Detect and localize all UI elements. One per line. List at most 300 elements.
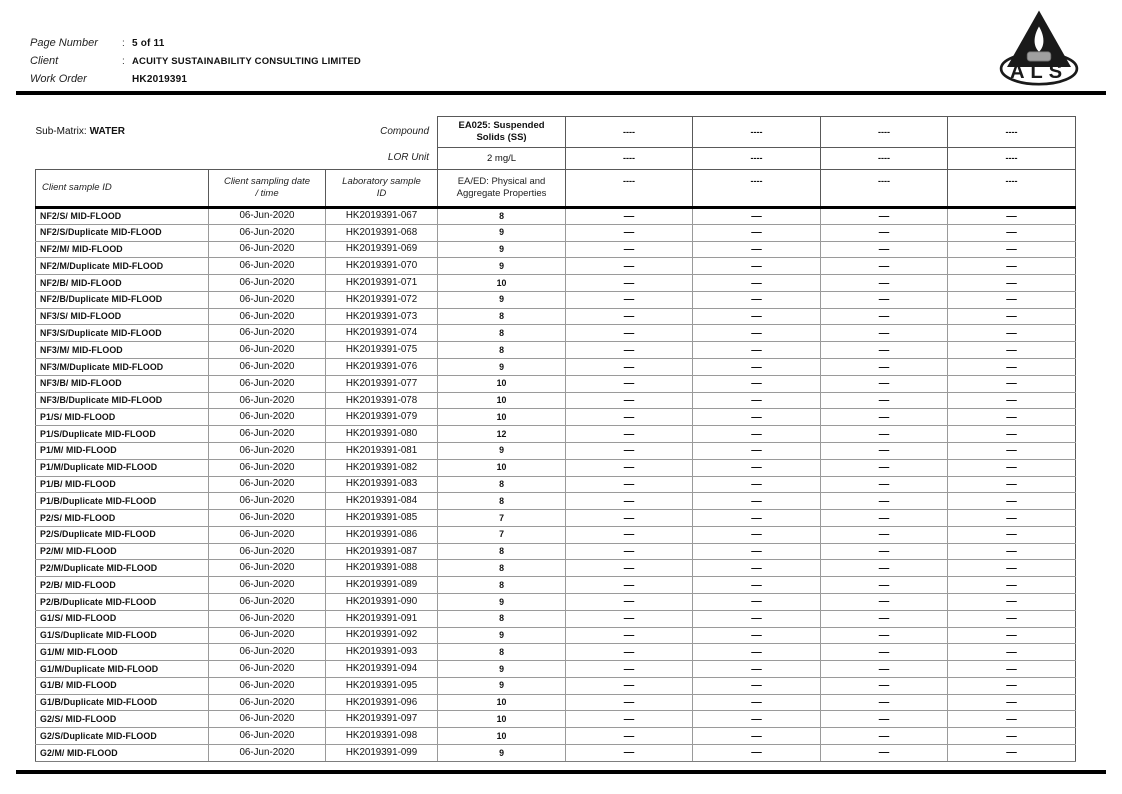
empty-result: — [821, 308, 948, 325]
table-row [36, 426, 1076, 443]
sampling-date: 06-Jun-2020 [209, 560, 326, 577]
empty-result: — [821, 426, 948, 443]
sampling-date: 06-Jun-2020 [209, 409, 326, 426]
table-row [36, 224, 1076, 241]
table-row [36, 526, 1076, 543]
empty-lor-header: ---- [821, 148, 948, 170]
empty-result: — [821, 627, 948, 644]
lab-sample-id: HK2019391-079 [326, 409, 438, 426]
client-sample-id: P2/B/Duplicate MID-FLOOD [36, 593, 209, 610]
empty-result: — [821, 291, 948, 308]
result-value: 8 [438, 560, 566, 577]
sampling-date: 06-Jun-2020 [209, 442, 326, 459]
empty-result: — [566, 677, 693, 694]
page-number-value: 5 of 11 [132, 38, 165, 49]
empty-result: — [566, 493, 693, 510]
empty-result: — [948, 577, 1076, 594]
result-value: 7 [438, 526, 566, 543]
empty-result: — [948, 745, 1076, 762]
empty-result: — [693, 510, 821, 527]
empty-result: — [948, 224, 1076, 241]
client-sample-id: NF2/B/Duplicate MID-FLOOD [36, 291, 209, 308]
lab-sample-id: HK2019391-071 [326, 275, 438, 292]
analyte-name: EA025: Suspended Solids (SS) [438, 117, 566, 148]
empty-result: — [693, 543, 821, 560]
empty-result: — [948, 593, 1076, 610]
empty-result: — [821, 593, 948, 610]
empty-result: — [821, 359, 948, 376]
result-value: 9 [438, 661, 566, 678]
empty-result: — [693, 627, 821, 644]
result-value: 8 [438, 476, 566, 493]
table-row [36, 510, 1076, 527]
sampling-date: 06-Jun-2020 [209, 426, 326, 443]
empty-result: — [693, 745, 821, 762]
sampling-date: 06-Jun-2020 [209, 241, 326, 258]
lab-sample-id: HK2019391-082 [326, 459, 438, 476]
empty-result: — [821, 409, 948, 426]
empty-result: — [566, 510, 693, 527]
lab-sample-id: HK2019391-086 [326, 526, 438, 543]
client-sample-id: P1/M/Duplicate MID-FLOOD [36, 459, 209, 476]
empty-result: — [566, 526, 693, 543]
result-value: 10 [438, 694, 566, 711]
lab-sample-id: HK2019391-068 [326, 224, 438, 241]
sampling-date: 06-Jun-2020 [209, 493, 326, 510]
result-value: 9 [438, 258, 566, 275]
empty-result: — [693, 258, 821, 275]
lab-sample-id: HK2019391-081 [326, 442, 438, 459]
empty-result: — [693, 426, 821, 443]
table-row [36, 627, 1076, 644]
lab-sample-id: HK2019391-092 [326, 627, 438, 644]
empty-result: — [948, 442, 1076, 459]
client-sample-id: P1/B/Duplicate MID-FLOOD [36, 493, 209, 510]
table-row [36, 728, 1076, 745]
table-row [36, 325, 1076, 342]
empty-result: — [693, 275, 821, 292]
analyte-lor-unit: 2 mg/L [438, 148, 566, 170]
empty-result: — [948, 543, 1076, 560]
work-order-value: HK2019391 [132, 74, 188, 85]
client-label: Client [30, 55, 59, 67]
empty-result: — [566, 258, 693, 275]
sampling-date: 06-Jun-2020 [209, 677, 326, 694]
sampling-date: 06-Jun-2020 [209, 510, 326, 527]
lab-sample-id: HK2019391-073 [326, 308, 438, 325]
table-row [36, 711, 1076, 728]
empty-result: — [821, 476, 948, 493]
empty-result: — [821, 241, 948, 258]
empty-result: — [948, 375, 1076, 392]
empty-result: — [566, 325, 693, 342]
table-row [36, 610, 1076, 627]
result-value: 9 [438, 677, 566, 694]
sampling-date: 06-Jun-2020 [209, 392, 326, 409]
empty-result: — [821, 577, 948, 594]
empty-result: — [821, 510, 948, 527]
lab-sample-id: HK2019391-085 [326, 510, 438, 527]
empty-result: — [693, 493, 821, 510]
result-value: 8 [438, 342, 566, 359]
client-sample-id: NF3/B/Duplicate MID-FLOOD [36, 392, 209, 409]
table-row [36, 275, 1076, 292]
empty-result: — [948, 359, 1076, 376]
client-sample-id: NF3/M/Duplicate MID-FLOOD [36, 359, 209, 376]
sampling-date: 06-Jun-2020 [209, 526, 326, 543]
result-value: 8 [438, 208, 566, 225]
empty-method-header: ---- [693, 170, 821, 208]
result-value: 8 [438, 610, 566, 627]
empty-result: — [566, 291, 693, 308]
empty-result: — [566, 375, 693, 392]
result-value: 8 [438, 493, 566, 510]
lab-sample-id: HK2019391-078 [326, 392, 438, 409]
client-sample-id: P2/B/ MID-FLOOD [36, 577, 209, 594]
results-table [35, 116, 1076, 762]
empty-result: — [693, 476, 821, 493]
lab-sample-id: HK2019391-072 [326, 291, 438, 308]
table-row [36, 677, 1076, 694]
empty-result: — [566, 241, 693, 258]
empty-result: — [821, 711, 948, 728]
result-value: 9 [438, 745, 566, 762]
empty-result: — [948, 677, 1076, 694]
empty-result: — [566, 577, 693, 594]
empty-result: — [948, 241, 1076, 258]
col-client-sample-id: Client sample ID [36, 170, 209, 208]
col-lab-sample-id: Laboratory sample ID [326, 170, 438, 208]
empty-result: — [566, 745, 693, 762]
client-sample-id: G2/S/Duplicate MID-FLOOD [36, 728, 209, 745]
empty-result: — [693, 728, 821, 745]
table-row [36, 392, 1076, 409]
table-row [36, 459, 1076, 476]
sampling-date: 06-Jun-2020 [209, 543, 326, 560]
result-value: 9 [438, 593, 566, 610]
lab-sample-id: HK2019391-090 [326, 593, 438, 610]
empty-result: — [566, 442, 693, 459]
result-value: 9 [438, 224, 566, 241]
sampling-date: 06-Jun-2020 [209, 661, 326, 678]
client-sample-id: NF2/M/Duplicate MID-FLOOD [36, 258, 209, 275]
empty-analyte-header: ---- [693, 117, 821, 148]
empty-result: — [821, 644, 948, 661]
client-sample-id: G1/S/ MID-FLOOD [36, 610, 209, 627]
empty-result: — [566, 359, 693, 376]
empty-result: — [693, 593, 821, 610]
compound-header-row [36, 117, 1076, 148]
empty-result: — [693, 392, 821, 409]
table-row [36, 359, 1076, 376]
empty-method-header: ---- [566, 170, 693, 208]
compound-row-label: Compound [380, 125, 430, 137]
sub-matrix-label: Sub-Matrix: [35, 125, 87, 137]
empty-result: — [693, 560, 821, 577]
work-order-row [30, 73, 361, 91]
lab-sample-id: HK2019391-096 [326, 694, 438, 711]
empty-result: — [566, 224, 693, 241]
lab-sample-id: HK2019391-095 [326, 677, 438, 694]
client-sample-id: G1/B/Duplicate MID-FLOOD [36, 694, 209, 711]
lab-sample-id: HK2019391-083 [326, 476, 438, 493]
empty-result: — [948, 325, 1076, 342]
table-row [36, 308, 1076, 325]
lab-sample-id: HK2019391-088 [326, 560, 438, 577]
empty-result: — [693, 694, 821, 711]
empty-result: — [693, 359, 821, 376]
sampling-date: 06-Jun-2020 [209, 275, 326, 292]
lab-sample-id: HK2019391-087 [326, 543, 438, 560]
lab-sample-id: HK2019391-094 [326, 661, 438, 678]
result-value: 10 [438, 459, 566, 476]
empty-result: — [821, 745, 948, 762]
empty-result: — [693, 610, 821, 627]
sub-matrix [36, 126, 126, 138]
result-value: 12 [438, 426, 566, 443]
header-divider [16, 91, 1106, 95]
empty-result: — [948, 275, 1076, 292]
empty-result: — [821, 342, 948, 359]
empty-result: — [948, 526, 1076, 543]
empty-result: — [948, 342, 1076, 359]
table-row [36, 241, 1076, 258]
result-value: 10 [438, 392, 566, 409]
empty-result: — [566, 711, 693, 728]
sampling-date: 06-Jun-2020 [209, 593, 326, 610]
empty-result: — [566, 728, 693, 745]
empty-result: — [566, 661, 693, 678]
results-tbody [36, 208, 1076, 762]
result-value: 10 [438, 728, 566, 745]
footer-divider [16, 770, 1106, 774]
empty-result: — [566, 610, 693, 627]
sampling-date: 06-Jun-2020 [209, 208, 326, 225]
empty-lor-header: ---- [948, 148, 1076, 170]
empty-result: — [693, 224, 821, 241]
table-row [36, 291, 1076, 308]
empty-result: — [693, 711, 821, 728]
lab-sample-id: HK2019391-084 [326, 493, 438, 510]
empty-result: — [948, 661, 1076, 678]
empty-result: — [948, 694, 1076, 711]
result-value: 9 [438, 241, 566, 258]
empty-result: — [693, 661, 821, 678]
table-row [36, 661, 1076, 678]
client-value: ACUITY SUSTAINABILITY CONSULTING LIMITED [132, 56, 361, 67]
empty-result: — [948, 493, 1076, 510]
empty-result: — [821, 661, 948, 678]
empty-result: — [821, 224, 948, 241]
result-value: 7 [438, 510, 566, 527]
results-table-wrap [35, 116, 1075, 762]
lor-unit-row [36, 148, 1076, 170]
empty-result: — [566, 644, 693, 661]
client-sample-id: NF3/B/ MID-FLOOD [36, 375, 209, 392]
client-sample-id: G1/M/ MID-FLOOD [36, 644, 209, 661]
sampling-date: 06-Jun-2020 [209, 224, 326, 241]
client-sample-id: P1/S/Duplicate MID-FLOOD [36, 426, 209, 443]
empty-result: — [948, 610, 1076, 627]
empty-result: — [821, 560, 948, 577]
empty-result: — [693, 375, 821, 392]
table-row [36, 694, 1076, 711]
client-sample-id: P2/M/ MID-FLOOD [36, 543, 209, 560]
empty-result: — [821, 208, 948, 225]
logo-text: ALS [1009, 60, 1069, 83]
sampling-date: 06-Jun-2020 [209, 359, 326, 376]
empty-result: — [693, 644, 821, 661]
table-row [36, 577, 1076, 594]
empty-analyte-header: ---- [948, 117, 1076, 148]
result-value: 10 [438, 409, 566, 426]
empty-result: — [948, 728, 1076, 745]
lab-sample-id: HK2019391-070 [326, 258, 438, 275]
client-colon: : [122, 56, 125, 67]
page-number-colon: : [122, 38, 125, 49]
empty-result: — [821, 275, 948, 292]
empty-analyte-header: ---- [566, 117, 693, 148]
lab-sample-id: HK2019391-093 [326, 644, 438, 661]
client-sample-id: NF3/S/ MID-FLOOD [36, 308, 209, 325]
sampling-date: 06-Jun-2020 [209, 745, 326, 762]
empty-result: — [566, 409, 693, 426]
empty-result: — [566, 342, 693, 359]
result-value: 8 [438, 308, 566, 325]
result-value: 8 [438, 644, 566, 661]
empty-result: — [821, 375, 948, 392]
empty-result: — [821, 392, 948, 409]
empty-result: — [693, 577, 821, 594]
empty-result: — [948, 208, 1076, 225]
lab-sample-id: HK2019391-077 [326, 375, 438, 392]
analyte-method-group: EA/ED: Physical and Aggregate Properties [438, 170, 566, 208]
result-value: 9 [438, 442, 566, 459]
empty-result: — [821, 493, 948, 510]
lab-sample-id: HK2019391-089 [326, 577, 438, 594]
result-value: 10 [438, 275, 566, 292]
client-sample-id: G1/B/ MID-FLOOD [36, 677, 209, 694]
lab-sample-id: HK2019391-097 [326, 711, 438, 728]
empty-result: — [566, 308, 693, 325]
empty-result: — [821, 258, 948, 275]
sampling-date: 06-Jun-2020 [209, 610, 326, 627]
empty-result: — [566, 275, 693, 292]
empty-result: — [693, 677, 821, 694]
lor-unit-row-label: LOR Unit [387, 152, 430, 164]
lab-sample-id: HK2019391-080 [326, 426, 438, 443]
result-value: 8 [438, 543, 566, 560]
empty-result: — [566, 392, 693, 409]
empty-result: — [948, 560, 1076, 577]
sampling-date: 06-Jun-2020 [209, 342, 326, 359]
sampling-date: 06-Jun-2020 [209, 694, 326, 711]
table-row [36, 644, 1076, 661]
sampling-date: 06-Jun-2020 [209, 325, 326, 342]
empty-result: — [693, 308, 821, 325]
sampling-date: 06-Jun-2020 [209, 711, 326, 728]
sampling-date: 06-Jun-2020 [209, 459, 326, 476]
table-row [36, 409, 1076, 426]
empty-lor-header: ---- [693, 148, 821, 170]
table-row [36, 342, 1076, 359]
table-row [36, 442, 1076, 459]
empty-result: — [566, 543, 693, 560]
client-sample-id: NF2/M/ MID-FLOOD [36, 241, 209, 258]
table-row [36, 593, 1076, 610]
empty-result: — [821, 325, 948, 342]
sampling-date: 06-Jun-2020 [209, 644, 326, 661]
client-row [30, 55, 361, 73]
empty-result: — [566, 208, 693, 225]
empty-result: — [693, 409, 821, 426]
table-row [36, 208, 1076, 225]
client-sample-id: NF2/S/Duplicate MID-FLOOD [36, 224, 209, 241]
page-number-label: Page Number [30, 37, 98, 49]
empty-result: — [821, 526, 948, 543]
sampling-date: 06-Jun-2020 [209, 308, 326, 325]
empty-result: — [566, 459, 693, 476]
empty-method-header: ---- [821, 170, 948, 208]
result-value: 8 [438, 325, 566, 342]
empty-result: — [821, 442, 948, 459]
client-sample-id: G2/S/ MID-FLOOD [36, 711, 209, 728]
sampling-date: 06-Jun-2020 [209, 577, 326, 594]
empty-result: — [948, 291, 1076, 308]
lab-sample-id: HK2019391-099 [326, 745, 438, 762]
empty-result: — [821, 728, 948, 745]
table-row [36, 375, 1076, 392]
empty-result: — [693, 208, 821, 225]
result-value: 9 [438, 359, 566, 376]
sampling-date: 06-Jun-2020 [209, 375, 326, 392]
table-row [36, 476, 1076, 493]
empty-result: — [948, 711, 1076, 728]
empty-result: — [948, 476, 1076, 493]
client-sample-id: G1/S/Duplicate MID-FLOOD [36, 627, 209, 644]
page-number-row [30, 37, 361, 55]
empty-result: — [566, 426, 693, 443]
result-value: 9 [438, 627, 566, 644]
empty-result: — [693, 325, 821, 342]
lab-sample-id: HK2019391-067 [326, 208, 438, 225]
result-value: 8 [438, 577, 566, 594]
client-sample-id: G2/M/ MID-FLOOD [36, 745, 209, 762]
client-sample-id: NF2/B/ MID-FLOOD [36, 275, 209, 292]
empty-result: — [948, 308, 1076, 325]
sub-matrix-value: WATER [89, 125, 125, 137]
client-sample-id: P2/M/Duplicate MID-FLOOD [36, 560, 209, 577]
lab-sample-id: HK2019391-091 [326, 610, 438, 627]
empty-result: — [948, 392, 1076, 409]
empty-lor-header: ---- [566, 148, 693, 170]
empty-result: — [948, 409, 1076, 426]
client-sample-id: NF3/M/ MID-FLOOD [36, 342, 209, 359]
empty-result: — [821, 543, 948, 560]
client-sample-id: P1/M/ MID-FLOOD [36, 442, 209, 459]
table-row [36, 258, 1076, 275]
empty-method-header: ---- [948, 170, 1076, 208]
client-sample-id: NF2/S/ MID-FLOOD [36, 208, 209, 225]
lab-sample-id: HK2019391-098 [326, 728, 438, 745]
burner-base [1027, 52, 1051, 61]
empty-result: — [693, 291, 821, 308]
lab-sample-id: HK2019391-076 [326, 359, 438, 376]
sampling-date: 06-Jun-2020 [209, 728, 326, 745]
als-logo-icon [996, 8, 1082, 88]
empty-result: — [566, 560, 693, 577]
column-header-row [36, 170, 1076, 208]
